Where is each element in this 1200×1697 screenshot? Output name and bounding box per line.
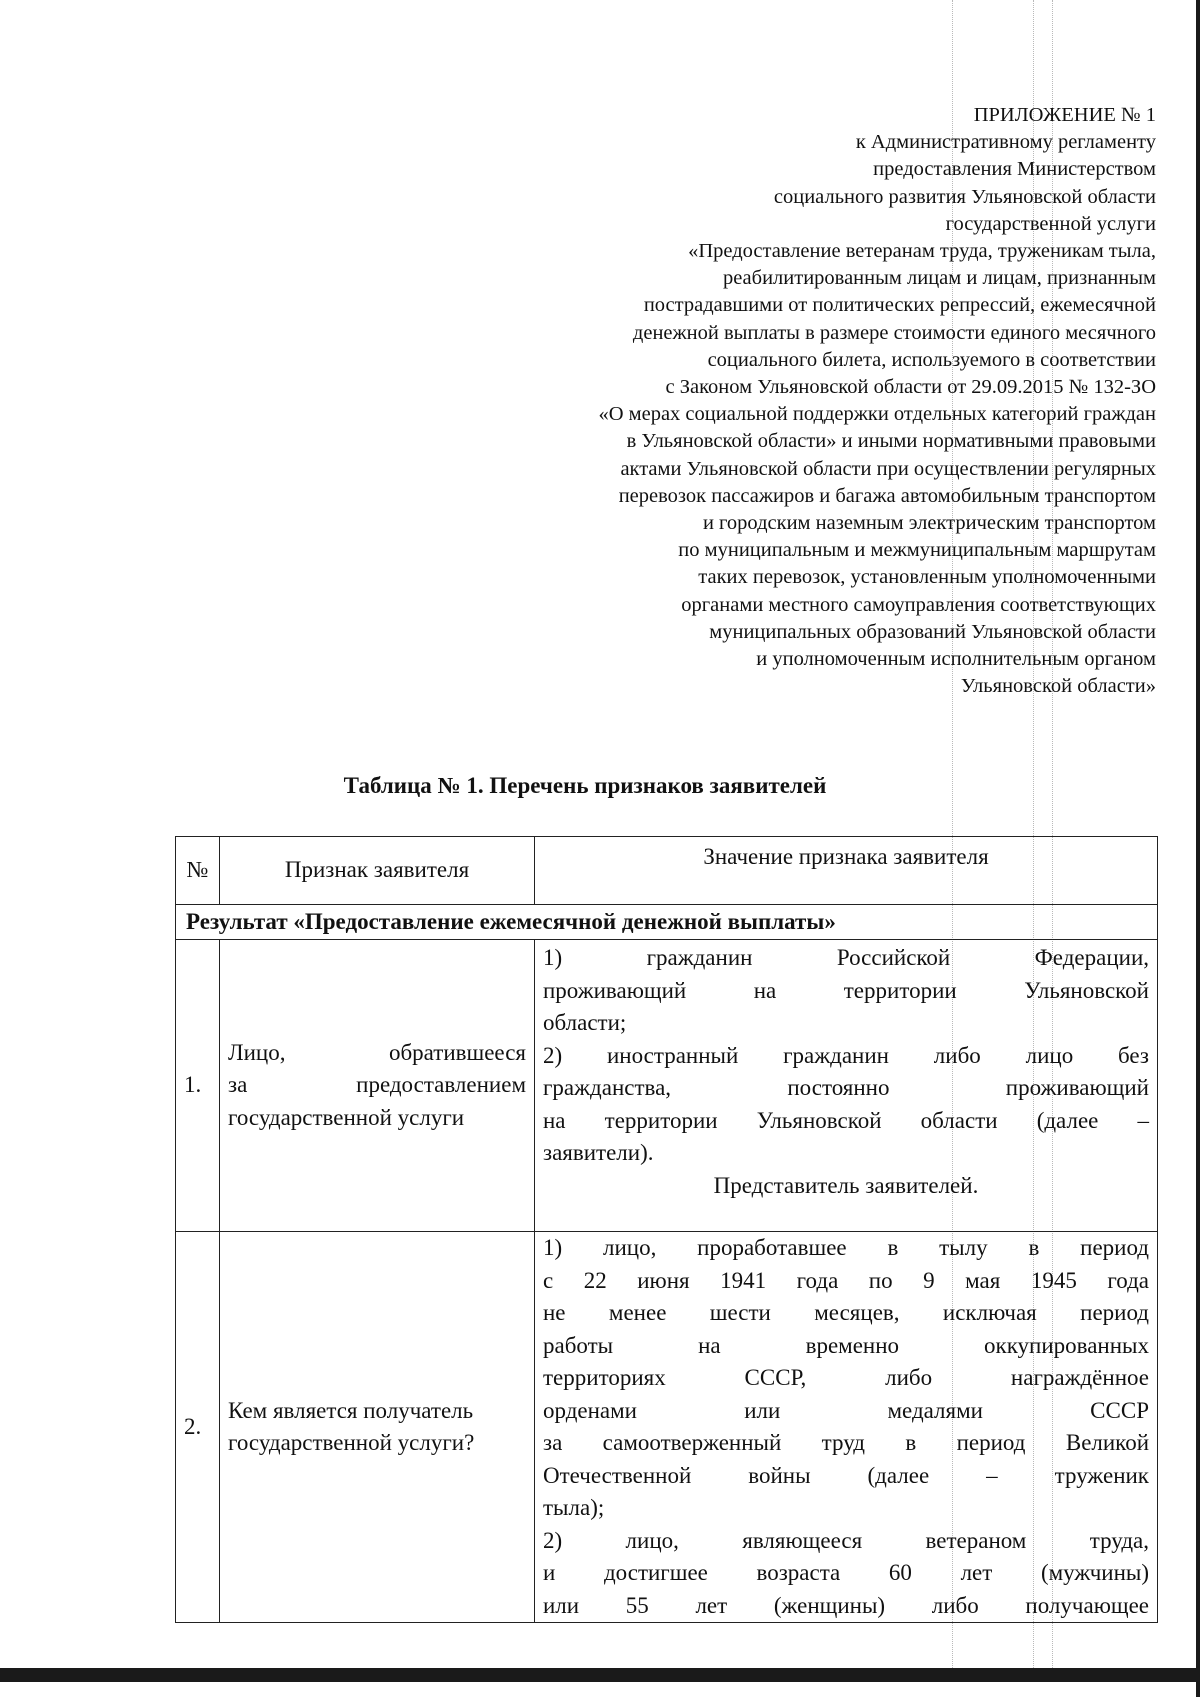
appendix-header-line: и городским наземным электрическим транспортом bbox=[702, 512, 1156, 535]
row-value bbox=[535, 1232, 1158, 1623]
appendix-header-line: органами местного самоуправления соответствующих bbox=[681, 593, 1156, 616]
section-title: Результат «Предоставление ежемесячной денежной выплаты» bbox=[176, 905, 1158, 940]
row-feature-line: за предоставлением bbox=[228, 1072, 526, 1098]
row-feature bbox=[220, 1232, 535, 1623]
header-value: Значение признака заявителя bbox=[535, 837, 1158, 905]
section-row bbox=[176, 905, 1158, 940]
row-value-line: орденами или медалями СССР bbox=[543, 1397, 1149, 1423]
appendix-header-line: реабилитированным лицам и лицам, признанным bbox=[722, 267, 1156, 290]
row-value-line: работы на временно оккупированных bbox=[543, 1332, 1149, 1358]
appendix-header-line: государственной услуги bbox=[945, 212, 1156, 235]
row-value-line: не менее шести месяцев, исключая период bbox=[543, 1300, 1149, 1325]
appendix-header-line: с Законом Ульяновской области от 29.09.2015 № 132-ЗО bbox=[665, 376, 1156, 399]
appendix-header-line: перевозок пассажиров и багажа автомобильным транспортом bbox=[618, 484, 1156, 507]
row-value-line: территориях СССР, либо награждённое bbox=[543, 1365, 1149, 1390]
appendix-header bbox=[436, 102, 1156, 700]
appendix-header-line: «Предоставление ветеранам труда, труженикам тыла, bbox=[688, 240, 1156, 263]
appendix-header-line: по муниципальным и межмуниципальным маршрутам bbox=[678, 539, 1156, 562]
row-feature bbox=[220, 940, 535, 1232]
row-value-line: Отечественной войны (далее – труженик bbox=[543, 1462, 1149, 1488]
appendix-header-line: денежной выплаты в размере стоимости единого месячного bbox=[632, 321, 1156, 344]
table-title: Таблица № 1. Перечень признаков заявителей bbox=[343, 773, 827, 798]
scan-border-bottom bbox=[0, 1668, 1200, 1682]
row-value-line: тыла); bbox=[543, 1495, 605, 1520]
row-value-line: 2) иностранный гражданин либо лицо без bbox=[543, 1042, 1149, 1068]
appendix-header-line: социального билета, используемого в соответствии bbox=[707, 348, 1156, 371]
appendix-header-line: социального развития Ульяновской области bbox=[773, 185, 1156, 208]
row-value-line: заявители). bbox=[543, 1140, 654, 1165]
row-feature-line: Лицо, обратившееся bbox=[228, 1039, 526, 1065]
appendix-header-line: пострадавшими от политических репрессий, ежемесячной bbox=[643, 294, 1156, 317]
table-row bbox=[176, 1232, 1158, 1623]
appendix-header-line: таких перевозок, установленным уполномоченными bbox=[698, 566, 1156, 589]
appendix-header-line: Ульяновской области» bbox=[960, 675, 1156, 698]
header-feature: Признак заявителя bbox=[220, 837, 535, 905]
scan-border-right bbox=[1196, 0, 1200, 1697]
row-value-line: области; bbox=[543, 1010, 627, 1035]
table-row bbox=[176, 940, 1158, 1232]
row-value-line: и достигшее возраста 60 лет (мужчины) bbox=[543, 1560, 1149, 1585]
appendix-header-line: «О мерах социальной поддержки отдельных категорий граждан bbox=[598, 403, 1156, 426]
table-header-row bbox=[176, 837, 1158, 905]
row-value-line: с 22 июня 1941 года по 9 мая 1945 года bbox=[543, 1267, 1149, 1293]
row-value-line: 1) лицо, проработавшее в тылу в период bbox=[543, 1235, 1149, 1260]
row-number: 1. bbox=[176, 940, 220, 1232]
row-value-line: Представитель заявителей. bbox=[713, 1172, 979, 1198]
row-number: 2. bbox=[176, 1232, 220, 1623]
row-feature-line: государственной услуги bbox=[228, 1104, 465, 1130]
appendix-header-line: к Административному регламенту bbox=[855, 131, 1156, 154]
row-value bbox=[535, 940, 1158, 1232]
appendix-header-line: ПРИЛОЖЕНИЕ № 1 bbox=[973, 104, 1156, 126]
appendix-header-line: актами Ульяновской области при осуществлении регулярных bbox=[620, 457, 1156, 480]
row-value-line: проживающий на территории Ульяновской bbox=[543, 977, 1149, 1003]
row-value-line: 1) гражданин Российской Федерации, bbox=[543, 945, 1149, 970]
appendix-header-line: и уполномоченным исполнительным органом bbox=[756, 648, 1156, 671]
header-num: № bbox=[176, 837, 220, 905]
row-value-line: или 55 лет (женщины) либо получающее bbox=[543, 1592, 1149, 1618]
row-value-line: гражданства, постоянно проживающий bbox=[543, 1075, 1149, 1100]
row-value-line: 2) лицо, являющееся ветераном труда, bbox=[543, 1527, 1149, 1553]
appendix-header-line: в Ульяновской области» и иными нормативными правовыми bbox=[626, 430, 1156, 453]
row-feature-line: Кем является получатель bbox=[228, 1397, 474, 1423]
row-value-line: на территории Ульяновской области (далее – bbox=[543, 1107, 1149, 1133]
appendix-header-line: предоставления Министерством bbox=[873, 158, 1156, 181]
applicant-features-table bbox=[175, 836, 1158, 1623]
appendix-header-line: муниципальных образований Ульяновской области bbox=[709, 620, 1156, 643]
row-value-line: за самоотверженный труд в период Великой bbox=[543, 1430, 1149, 1455]
row-feature-line: государственной услуги? bbox=[228, 1430, 475, 1455]
